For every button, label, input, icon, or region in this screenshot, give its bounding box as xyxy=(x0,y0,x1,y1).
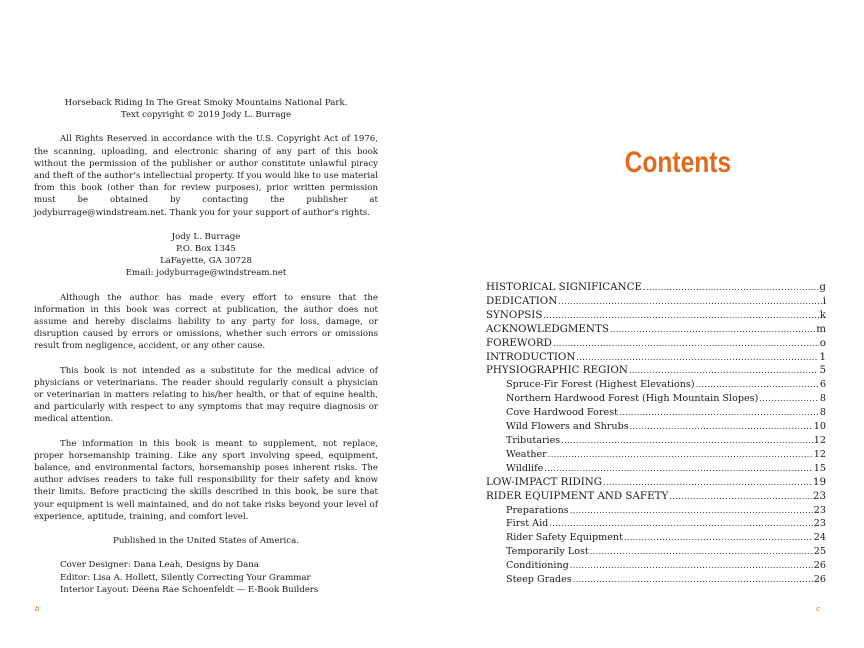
toc-entry[interactable] xyxy=(486,295,826,309)
toc-entry-label: Temporarily Lost xyxy=(506,546,589,558)
toc-entry[interactable] xyxy=(486,504,826,518)
toc-entry[interactable] xyxy=(486,392,826,406)
copyright-line: Text copyright © 2019 Jody L. Burrage xyxy=(120,110,292,121)
medical-advice-paragraph: This book is not intended as a substitute for the medical advice of physicians or veterinarians. The reader should regularly consult a physician or veterinarian in matters relating to his/her health, or that of equine health, and particularly with respect to any symptoms that may require diagnosis or medical attention. xyxy=(34,365,378,425)
toc-dot-leader xyxy=(543,309,818,323)
toc-dot-leader xyxy=(590,545,813,559)
toc-entry[interactable] xyxy=(486,309,826,323)
toc-entry-label: FOREWORD xyxy=(486,336,552,349)
toc-dot-leader xyxy=(549,517,813,531)
toc-entry-page: 1 xyxy=(819,350,826,363)
toc-entry-page: g xyxy=(819,281,826,293)
address-po-box: P.O. Box 1345 xyxy=(176,244,236,255)
page-number-left: b xyxy=(35,605,40,613)
page-number-right: c xyxy=(816,605,820,613)
toc-entry-label: HISTORICAL SIGNIFICANCE xyxy=(486,281,643,293)
toc-entry-label: Weather xyxy=(506,448,547,460)
toc-entry-page: 8 xyxy=(819,407,826,419)
toc-entry-page: i xyxy=(822,294,826,307)
toc-dot-leader xyxy=(603,476,812,490)
table-of-contents xyxy=(486,281,826,587)
toc-entry-label: DEDICATION xyxy=(486,294,558,307)
toc-entry-label: Spruce-Fir Forest (Highest Elevations) xyxy=(506,379,695,391)
published-line: Published in the United States of America. xyxy=(113,536,299,547)
toc-dot-leader xyxy=(624,531,813,545)
toc-entry[interactable] xyxy=(486,378,826,392)
toc-entry[interactable] xyxy=(486,476,826,490)
toc-entry[interactable] xyxy=(486,573,826,587)
toc-entry-label: Wild Flowers and Shrubs xyxy=(506,421,629,433)
toc-entry-page: k xyxy=(819,308,826,321)
disclaimer-paragraph: Although the author has made every effort to ensure that the information in this book was correct at publication, the author does not assume and hereby disclaims liability to any party for loss, damage, or disruption caused by errors or omissions, whether such errors or omissions result from negligence, accident, or any other cause. xyxy=(34,292,378,352)
toc-entry-page: 26 xyxy=(813,574,826,586)
toc-entry-label: PHYSIOGRAPHIC REGION xyxy=(486,364,628,377)
credits-block xyxy=(34,559,378,596)
toc-entry[interactable] xyxy=(486,559,826,573)
contents-page xyxy=(432,0,864,648)
toc-entry-page: 23 xyxy=(813,518,826,530)
toc-entry-page: 5 xyxy=(819,364,826,377)
toc-entry-label: ACKNOWLEDGMENTS xyxy=(486,322,609,335)
address-name: Jody L. Burrage xyxy=(171,231,241,242)
credit-editor: Editor: Lisa A. Hollett, Silently Correcting Your Grammar xyxy=(60,572,311,583)
toc-entry-page: 26 xyxy=(813,560,826,572)
toc-entry[interactable] xyxy=(486,517,826,531)
toc-entry-label: Rider Safety Equipment xyxy=(506,532,623,544)
toc-dot-leader xyxy=(570,559,813,573)
toc-entry-label: Tributaries xyxy=(506,434,561,446)
rights-paragraph: All Rights Reserved in accordance with the U.S. Copyright Act of 1976, the scanning, uploading, and electronic sharing of any part of this book without the permission of the publisher or author constitute unlawful piracy and theft of the author’s intellectual property. If you would like to use material from this book (other than for review purposes), prior written permission must be obtained by contacting the publisher at jodyburrage@windstream.net. Thank you for your support of author’s rights. xyxy=(34,134,378,218)
toc-dot-leader xyxy=(573,573,813,587)
credit-interior-layout: Interior Layout: Deena Rae Schoenfeldt — E-Book Builders xyxy=(60,584,319,595)
published-block xyxy=(34,535,378,547)
toc-dot-leader xyxy=(759,392,819,406)
toc-entry-label: LOW-IMPACT RIDING xyxy=(486,475,603,488)
toc-entry-page: 24 xyxy=(813,532,826,544)
toc-dot-leader xyxy=(630,420,813,434)
toc-entry-page: 19 xyxy=(812,475,826,488)
toc-dot-leader xyxy=(610,323,815,337)
toc-entry-label: First Aid xyxy=(506,518,549,530)
toc-entry-page: 23 xyxy=(812,489,826,502)
toc-dot-leader xyxy=(643,281,818,295)
toc-entry[interactable] xyxy=(486,323,826,337)
toc-entry-page: 6 xyxy=(819,379,826,391)
training-paragraph: The information in this book is meant to supplement, not replace, proper horsemanship training. Like any sport involving speed, equipment, balance, and environmental factors, horsemanship poses inherent risks. The author advises readers to take full responsibility for their safety and know their limits. Before practicing the skills described in this book, be sure that your equipment is well maintained, and do not take risks beyond your level of experience, aptitude, training, and comfort level. xyxy=(34,438,378,522)
toc-entry-label: RIDER EQUIPMENT AND SAFETY xyxy=(486,489,669,502)
toc-entry-page: 10 xyxy=(813,421,826,433)
toc-dot-leader xyxy=(619,406,819,420)
toc-dot-leader xyxy=(570,504,813,518)
toc-entry-label: Northern Hardwood Forest (High Mountain Slopes) xyxy=(506,393,759,405)
copyright-text-block xyxy=(34,97,378,596)
toc-dot-leader xyxy=(669,490,812,504)
toc-dot-leader xyxy=(576,351,818,365)
toc-entry[interactable] xyxy=(486,406,826,420)
toc-dot-leader xyxy=(553,337,819,351)
toc-entry-label: Preparations xyxy=(506,504,569,516)
toc-entry[interactable] xyxy=(486,351,826,365)
toc-dot-leader xyxy=(629,364,819,378)
toc-entry-label: Conditioning xyxy=(506,560,569,572)
address-city: LaFayette, GA 30728 xyxy=(160,256,252,267)
credit-cover-designer: Cover Designer: Dana Leah, Designs by Dana xyxy=(60,560,259,571)
toc-entry[interactable] xyxy=(486,434,826,448)
toc-dot-leader xyxy=(561,434,813,448)
toc-entry-page: 12 xyxy=(813,448,826,460)
toc-entry[interactable] xyxy=(486,462,826,476)
toc-dot-leader xyxy=(548,448,813,462)
toc-dot-leader xyxy=(696,378,819,392)
toc-entry[interactable] xyxy=(486,337,826,351)
address-email: Email: jodyburrage@windstream.net xyxy=(125,268,287,279)
toc-entry-label: Wildlife xyxy=(506,462,544,474)
toc-entry[interactable] xyxy=(486,420,826,434)
toc-entry-page: 12 xyxy=(813,434,826,446)
toc-entry-label: INTRODUCTION xyxy=(486,350,576,363)
toc-entry-page: 25 xyxy=(813,546,826,558)
toc-entry[interactable] xyxy=(486,364,826,378)
toc-entry[interactable] xyxy=(486,281,826,295)
toc-dot-leader xyxy=(544,462,812,476)
toc-entry-page: o xyxy=(819,336,826,349)
toc-entry-label: Steep Grades xyxy=(506,574,572,586)
toc-entry-page: 23 xyxy=(813,504,826,516)
toc-entry[interactable] xyxy=(486,448,826,462)
toc-entry[interactable] xyxy=(486,490,826,504)
toc-entry[interactable] xyxy=(486,531,826,545)
contents-heading: Contents xyxy=(624,146,732,179)
toc-entry-page: 15 xyxy=(813,462,826,474)
toc-dot-leader xyxy=(558,295,821,309)
author-address xyxy=(34,231,378,280)
toc-entry-label: Cove Hardwood Forest xyxy=(506,407,618,419)
toc-entry-page: m xyxy=(816,322,826,335)
book-title-block xyxy=(34,97,378,121)
toc-entry-page: 8 xyxy=(819,393,826,405)
toc-entry[interactable] xyxy=(486,545,826,559)
book-title-line: Horseback Riding In The Great Smoky Mountains National Park. xyxy=(64,98,348,108)
toc-entry-label: SYNOPSIS xyxy=(486,308,543,321)
